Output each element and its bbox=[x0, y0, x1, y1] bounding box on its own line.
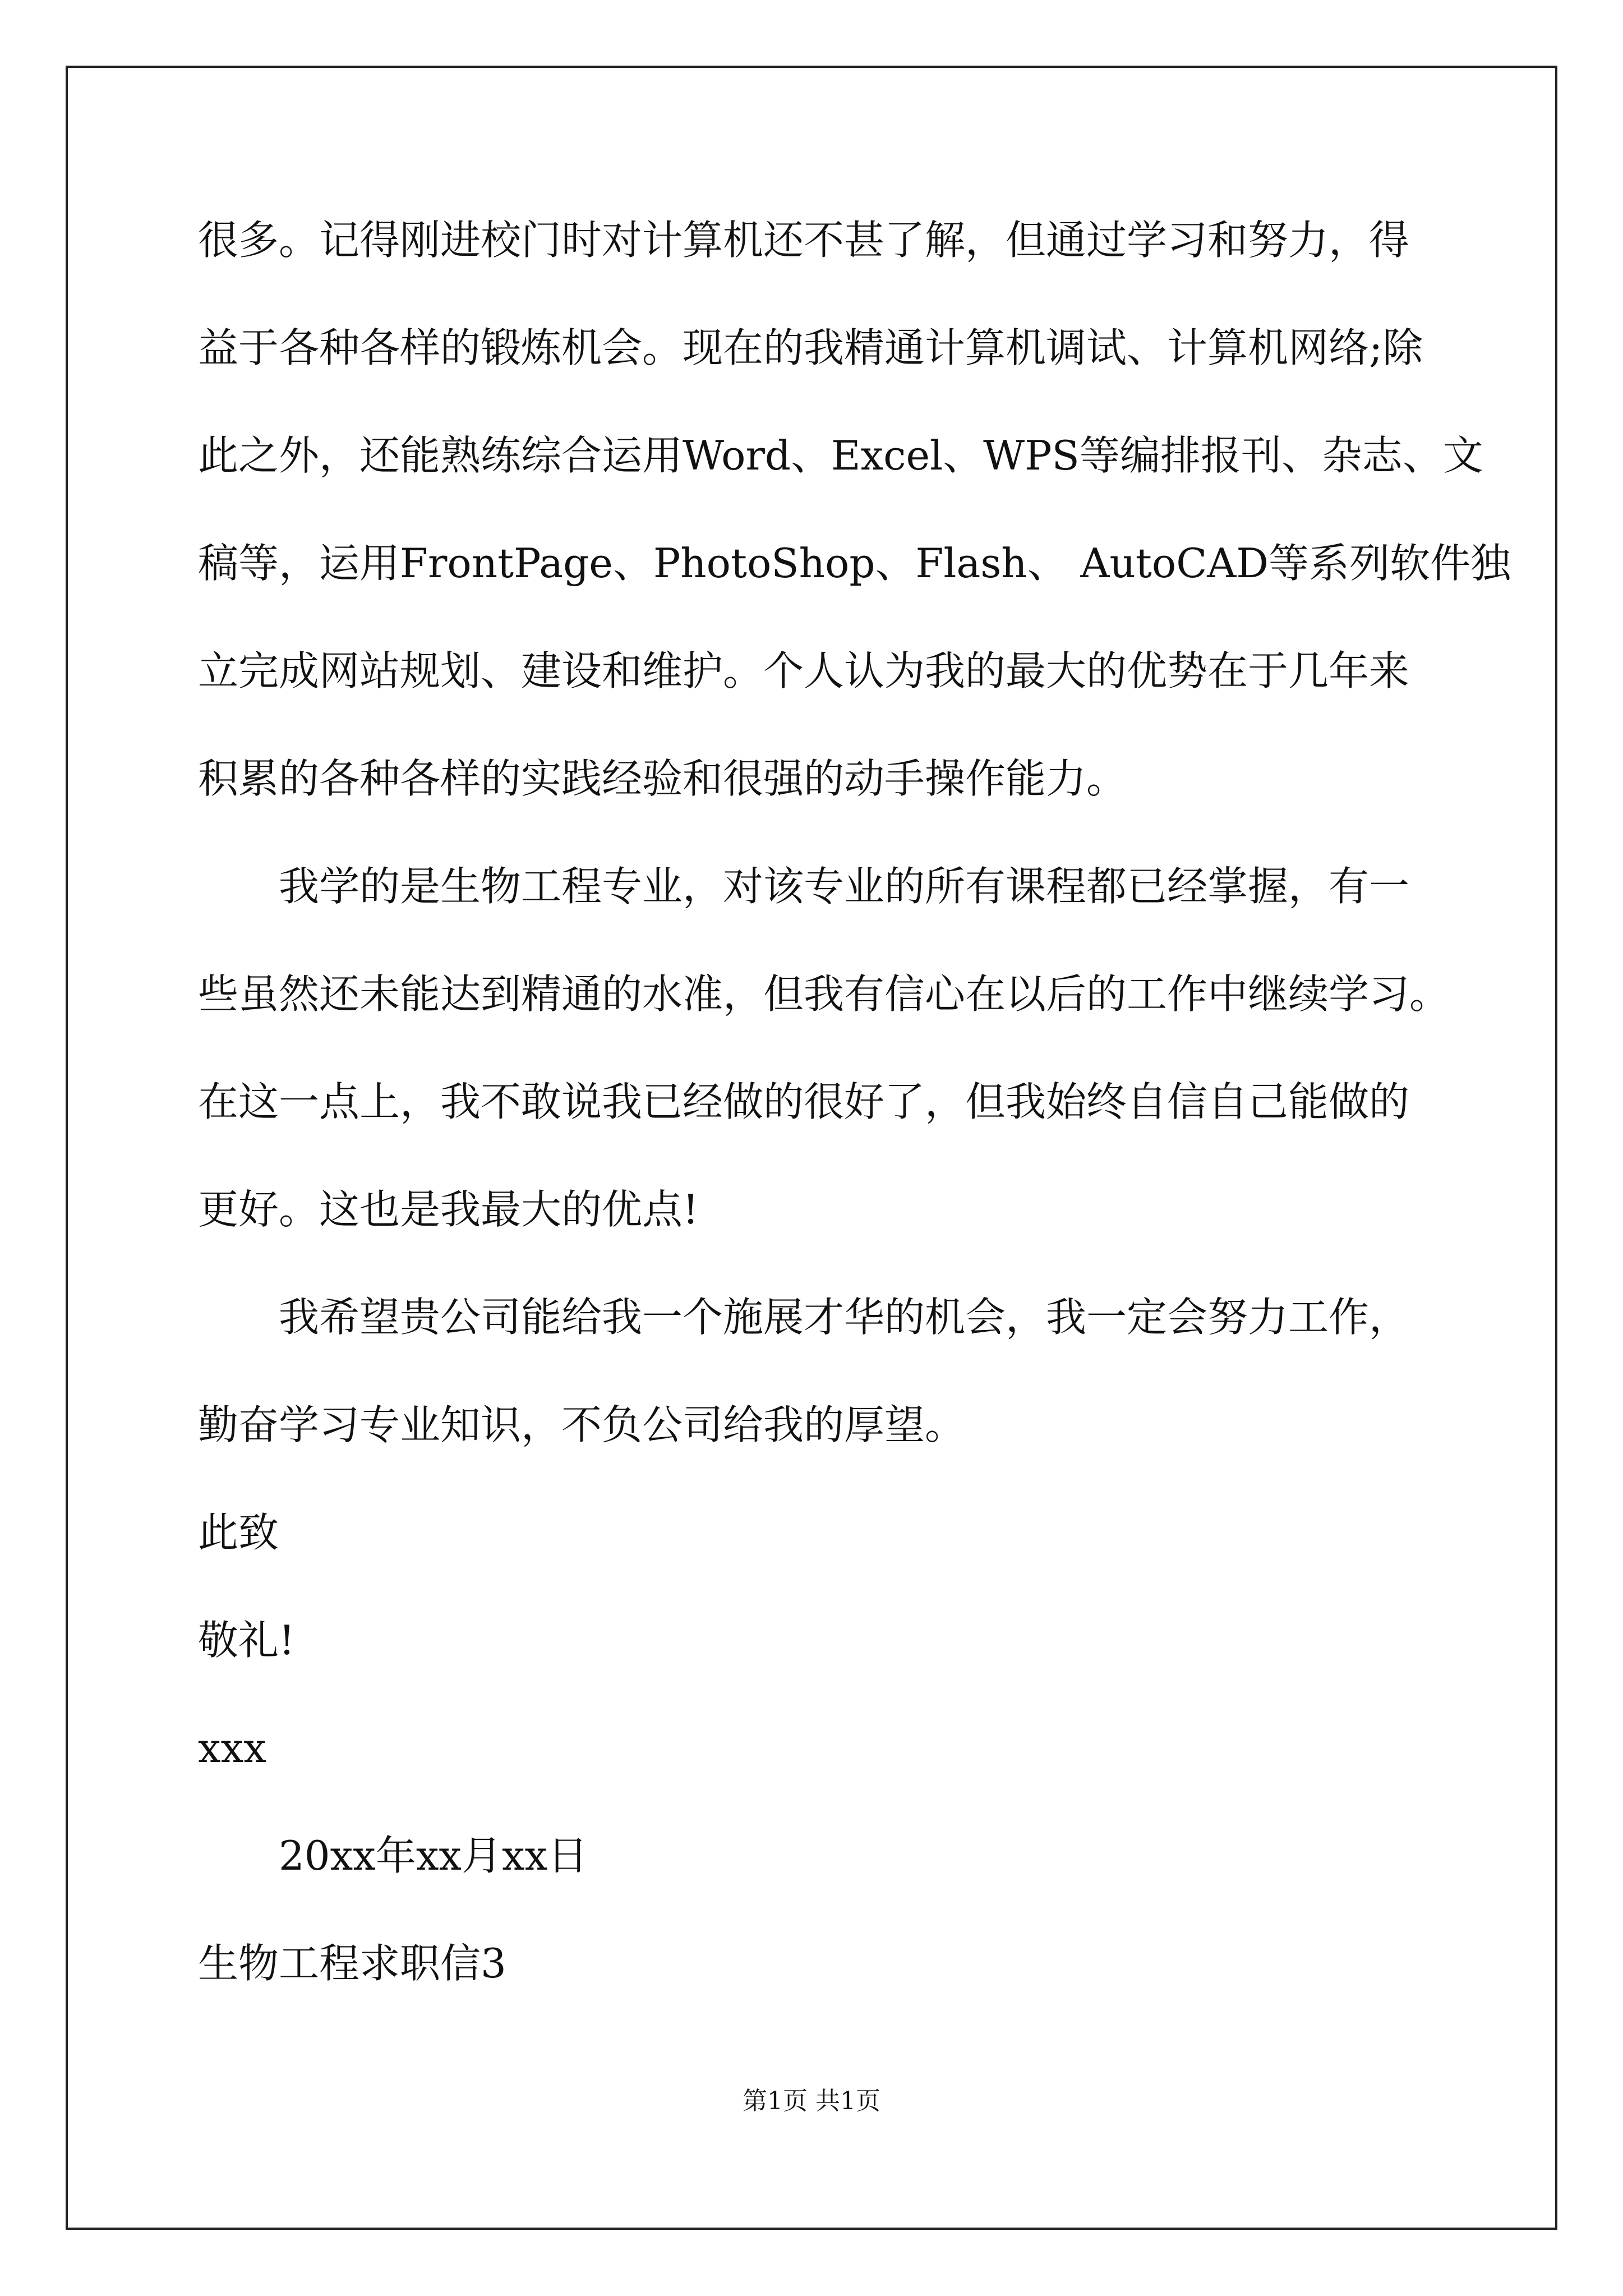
paragraph-start-line: 我学的是生物工程专业，对该专业的所有课程都已经掌握，有一 bbox=[279, 863, 1410, 910]
document-body bbox=[198, 213, 1511, 2044]
text-line: 更好。这也是我最大的优点! bbox=[198, 1186, 699, 1233]
signature-date: 20xx年xx月xx日 bbox=[279, 1832, 588, 1879]
text-line: 勤奋学习专业知识，不负公司给我的厚望。 bbox=[198, 1401, 966, 1448]
text-line: 很多。记得刚进校门时对计算机还不甚了解，但通过学习和努力，得 bbox=[198, 217, 1410, 264]
text-line: 益于各种各样的锻炼机会。现在的我精通计算机调试、计算机网络;除 bbox=[198, 324, 1423, 371]
section-heading: 生物工程求职信3 bbox=[198, 1940, 506, 1987]
page-footer: 第1页 共1页 bbox=[743, 2087, 880, 2115]
closing-regards: 敬礼! bbox=[198, 1617, 295, 1664]
text-line: 些虽然还未能达到精通的水准，但我有信心在以后的工作中继续学习。 bbox=[198, 970, 1450, 1018]
paragraph-start-line: 我希望贵公司能给我一个施展才华的机会，我一定会努力工作， bbox=[279, 1294, 1410, 1341]
text-line: 立完成网站规划、建设和维护。个人认为我的最大的优势在于几年来 bbox=[198, 647, 1410, 694]
text-line: 稿等，运用FrontPage、PhotoShop、Flash、 AutoCAD等系列软件独 bbox=[198, 540, 1511, 587]
closing-salutation: 此致 bbox=[198, 1509, 279, 1556]
signature-name: xxx bbox=[198, 1724, 266, 1772]
text-line: 此之外，还能熟练综合运用Word、Excel、WPS等编排报刊、杂志、文 bbox=[198, 432, 1483, 479]
text-line: 积累的各种各样的实践经验和很强的动手操作能力。 bbox=[198, 755, 1127, 802]
text-line: 在这一点上，我不敢说我已经做的很好了，但我始终自信自己能做的 bbox=[198, 1078, 1410, 1125]
